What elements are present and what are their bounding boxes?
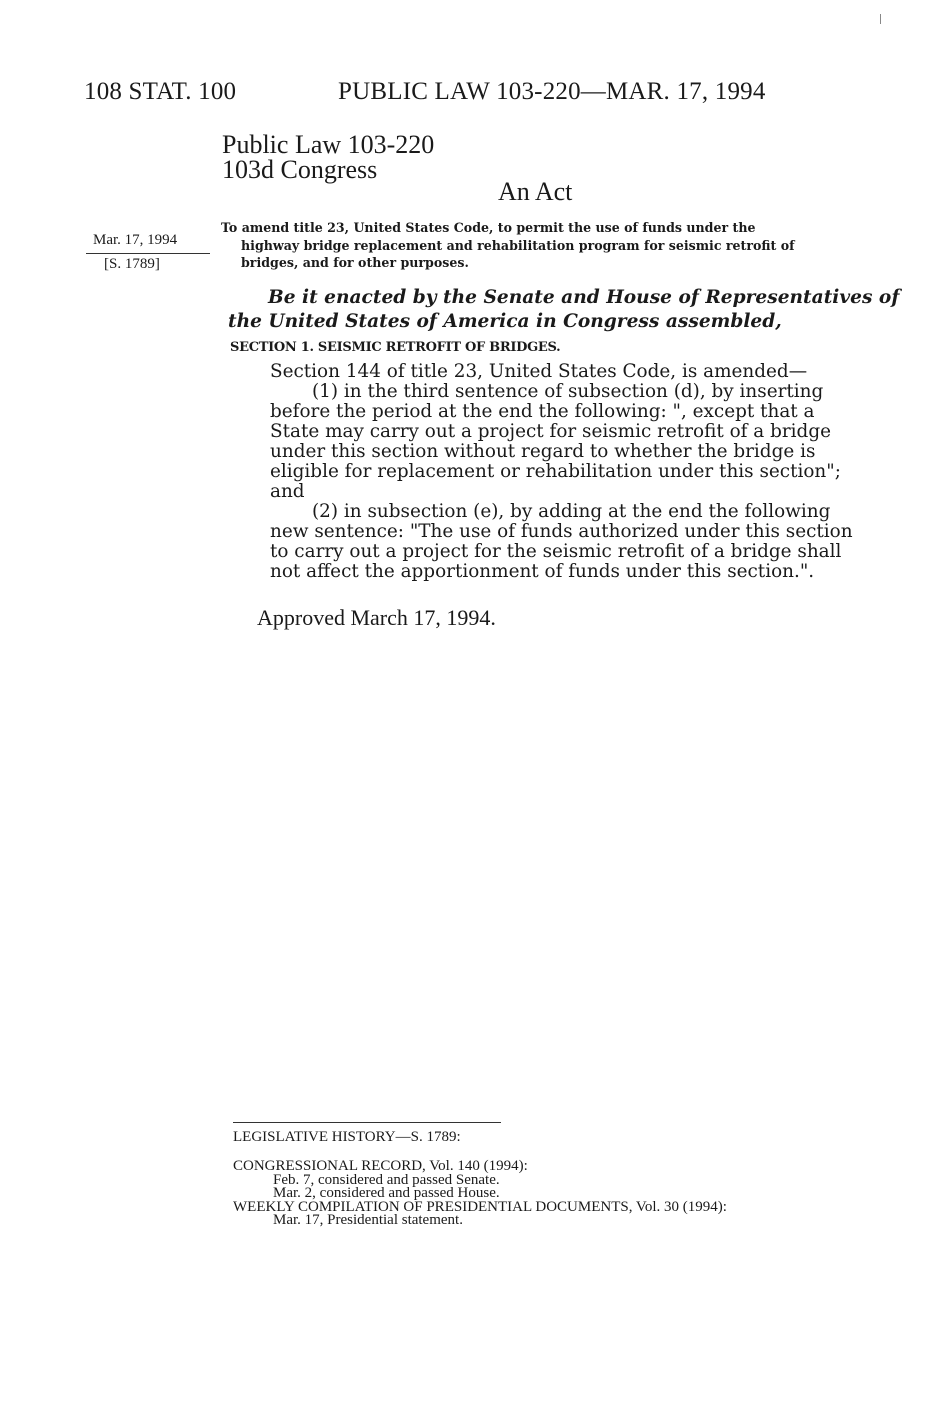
long-title-line: To amend title 23, United States Code, to permit the use of funds under the xyxy=(221,220,756,235)
legislative-history-title: LEGISLATIVE HISTORY—S. 1789: xyxy=(233,1129,461,1145)
page-citation: 108 STAT. 100 xyxy=(84,78,237,105)
history-entry: WEEKLY COMPILATION OF PRESIDENTIAL DOCUMENTS, Vol. 30 (1994): xyxy=(233,1198,727,1215)
enacting-clause xyxy=(228,286,900,334)
body-line: not affect the apportionment of funds under this section.". xyxy=(270,561,815,582)
body-line: under this section without regard to whether the bridge is xyxy=(270,441,816,462)
scan-mark xyxy=(880,14,881,24)
body-line: (2) in subsection (e), by adding at the end the following xyxy=(312,501,831,522)
running-head: PUBLIC LAW 103-220—MAR. 17, 1994 xyxy=(338,78,766,105)
body-line: (1) in the third sentence of subsection (d), by inserting xyxy=(312,381,824,402)
body-line: Section 144 of title 23, United States Code, is amended— xyxy=(270,361,808,382)
history-entry: CONGRESSIONAL RECORD, Vol. 140 (1994): xyxy=(233,1158,528,1175)
body-line: to carry out a project for the seismic retrofit of a bridge shall xyxy=(270,541,842,562)
an-act-heading: An Act xyxy=(498,177,573,206)
history-entry: Mar. 17, Presidential statement. xyxy=(273,1212,463,1229)
margin-bill-number: [S. 1789] xyxy=(104,256,160,272)
long-title xyxy=(221,219,859,272)
long-title-line: bridges, and for other purposes. xyxy=(241,255,469,271)
history-entry: Feb. 7, considered and passed Senate. xyxy=(273,1171,500,1188)
body-line: before the period at the end the following: ", except that a xyxy=(270,401,815,422)
long-title-line: highway bridge replacement and rehabilitation program for seismic retrofit of xyxy=(241,237,795,253)
body-line: new sentence: "The use of funds authorized under this section xyxy=(270,521,853,542)
section-heading: SECTION 1. SEISMIC RETROFIT OF BRIDGES. xyxy=(230,340,561,355)
margin-divider xyxy=(86,253,210,254)
footnote-divider xyxy=(233,1122,501,1123)
body-line: and xyxy=(270,481,305,502)
body-line: eligible for replacement or rehabilitation under this section"; xyxy=(270,461,841,482)
margin-date: Mar. 17, 1994 xyxy=(93,232,178,248)
enacting-clause-line: the United States of America in Congress assembled, xyxy=(228,311,782,332)
enacting-clause-line: Be it enacted by the Senate and House of Representatives of xyxy=(268,287,900,308)
public-law-number: Public Law 103-220 xyxy=(222,130,435,159)
body-line: State may carry out a project for seismic retrofit of a bridge xyxy=(270,421,831,442)
congress-number: 103d Congress xyxy=(222,155,378,184)
history-entry: Mar. 2, considered and passed House. xyxy=(273,1185,500,1202)
approval-date: Approved March 17, 1994. xyxy=(257,605,496,630)
section-body xyxy=(270,362,858,582)
legislative-history xyxy=(233,1131,727,1227)
